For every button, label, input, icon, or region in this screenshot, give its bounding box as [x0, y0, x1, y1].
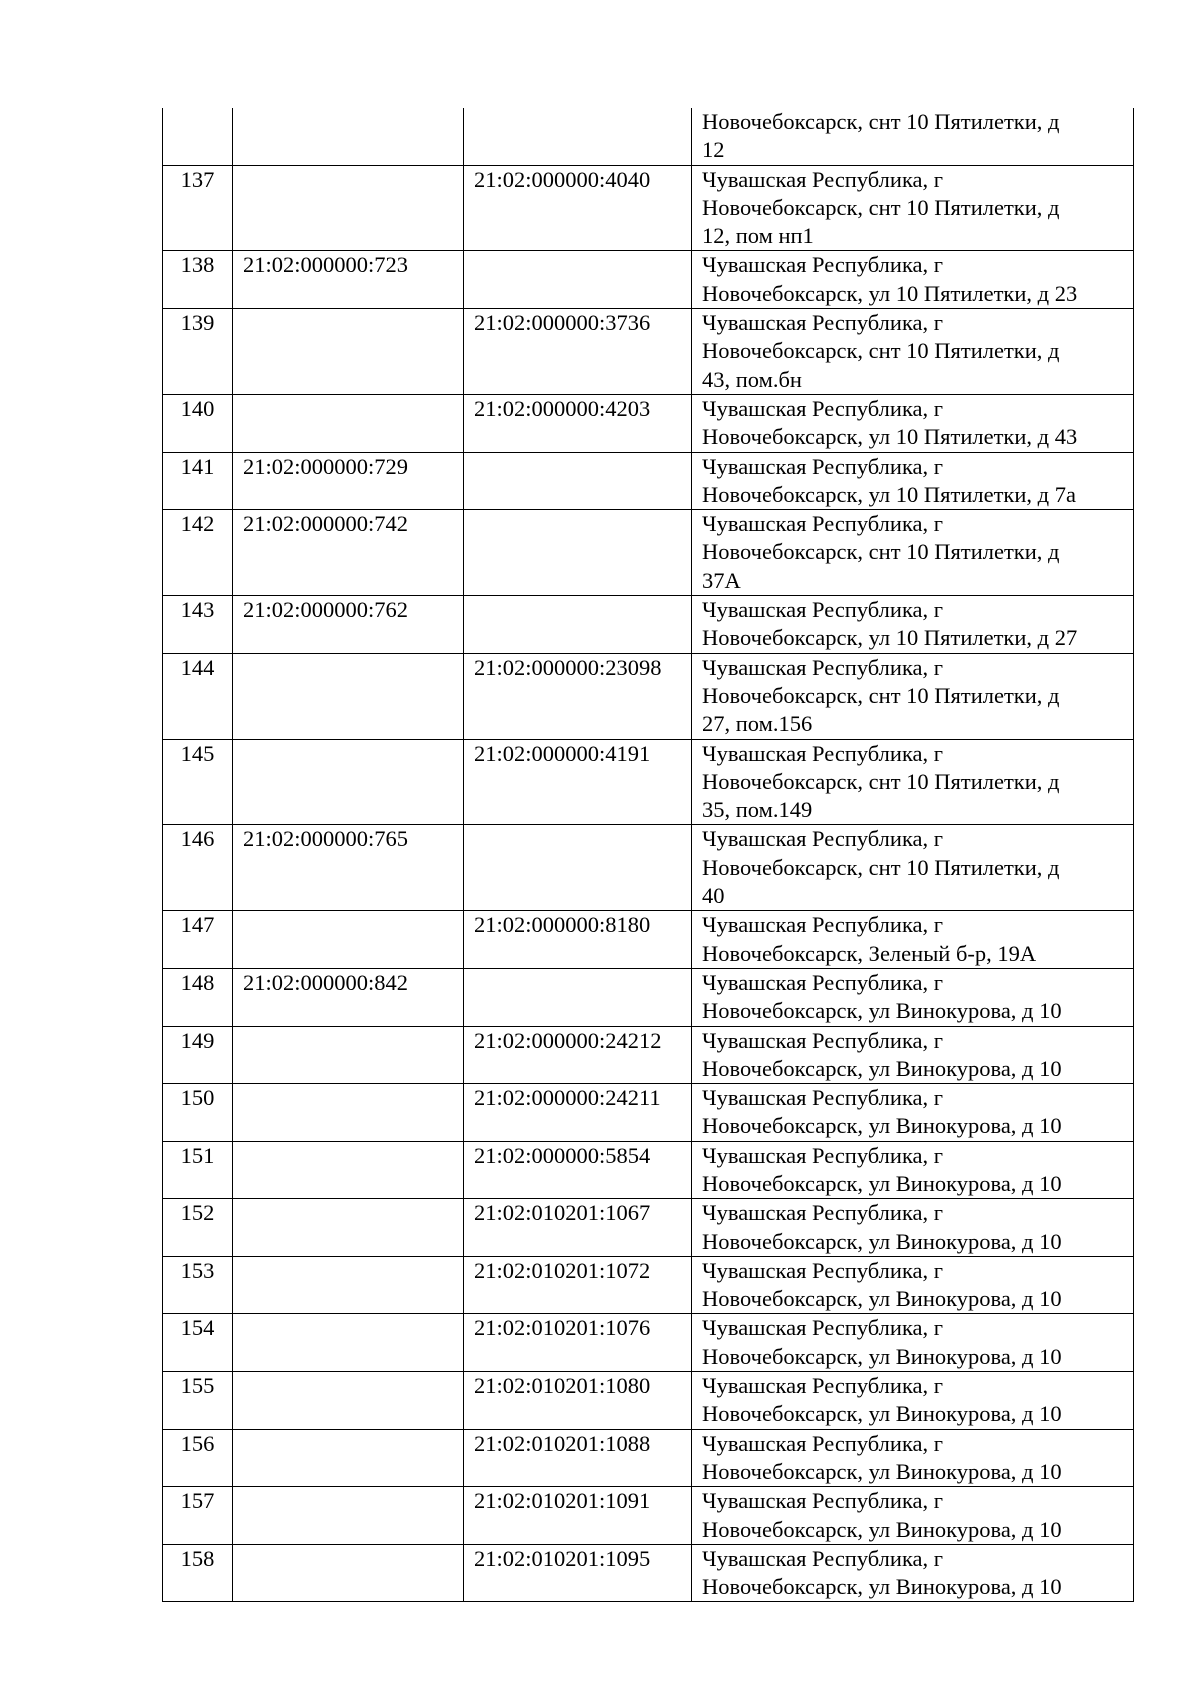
land-cadastral-cell	[233, 394, 464, 452]
table-row	[163, 1544, 1134, 1602]
row-number-cell: 144	[163, 653, 233, 739]
building-cadastral-cell: 21:02:000000:24212	[464, 1026, 692, 1084]
address-cell: Чувашская Республика, г Новочебоксарск, ул Винокурова, д 10	[692, 1487, 1134, 1545]
address-cell: Чувашская Республика, г Новочебоксарск, снт 10 Пятилетки, д 12, пом нп1	[692, 165, 1134, 251]
table-row	[163, 825, 1134, 911]
address-cell: Чувашская Республика, г Новочебоксарск, ул Винокурова, д 10	[692, 1084, 1134, 1142]
address-cell: Чувашская Республика, г Новочебоксарск, ул 10 Пятилетки, д 43	[692, 394, 1134, 452]
land-cadastral-cell: 21:02:000000:729	[233, 452, 464, 510]
row-number-cell	[163, 108, 233, 165]
row-number-cell: 137	[163, 165, 233, 251]
table-row	[163, 1487, 1134, 1545]
building-cadastral-cell: 21:02:010201:1076	[464, 1314, 692, 1372]
address-cell: Чувашская Республика, г Новочебоксарск, ул Винокурова, д 10	[692, 1256, 1134, 1314]
land-cadastral-cell	[233, 165, 464, 251]
building-cadastral-cell	[464, 968, 692, 1026]
building-cadastral-cell: 21:02:000000:3736	[464, 309, 692, 395]
row-number-cell: 150	[163, 1084, 233, 1142]
property-table	[162, 108, 1134, 1602]
address-cell: Чувашская Республика, г Новочебоксарск, ул 10 Пятилетки, д 7а	[692, 452, 1134, 510]
address-cell: Чувашская Республика, г Новочебоксарск, ул Винокурова, д 10	[692, 1372, 1134, 1430]
address-cell: Чувашская Республика, г Новочебоксарск, ул Винокурова, д 10	[692, 1314, 1134, 1372]
land-cadastral-cell: 21:02:000000:723	[233, 251, 464, 309]
land-cadastral-cell	[233, 739, 464, 825]
building-cadastral-cell: 21:02:000000:5854	[464, 1141, 692, 1199]
address-cell: Чувашская Республика, г Новочебоксарск, ул Винокурова, д 10	[692, 968, 1134, 1026]
table-row	[163, 911, 1134, 969]
land-cadastral-cell	[233, 1026, 464, 1084]
land-cadastral-cell	[233, 1372, 464, 1430]
address-cell: Чувашская Республика, г Новочебоксарск, ул 10 Пятилетки, д 23	[692, 251, 1134, 309]
address-cell: Чувашская Республика, г Новочебоксарск, ул Винокурова, д 10	[692, 1429, 1134, 1487]
land-cadastral-cell	[233, 1544, 464, 1602]
address-cell: Чувашская Республика, г Новочебоксарск, снт 10 Пятилетки, д 27, пом.156	[692, 653, 1134, 739]
building-cadastral-cell: 21:02:010201:1067	[464, 1199, 692, 1257]
land-cadastral-cell	[233, 1199, 464, 1257]
land-cadastral-cell	[233, 1256, 464, 1314]
row-number-cell: 141	[163, 452, 233, 510]
land-cadastral-cell: 21:02:000000:842	[233, 968, 464, 1026]
table-row	[163, 1084, 1134, 1142]
building-cadastral-cell: 21:02:000000:8180	[464, 911, 692, 969]
address-cell: Чувашская Республика, г Новочебоксарск, ул Винокурова, д 10	[692, 1544, 1134, 1602]
table-row	[163, 739, 1134, 825]
address-cell: Чувашская Республика, г Новочебоксарск, снт 10 Пятилетки, д 35, пом.149	[692, 739, 1134, 825]
building-cadastral-cell	[464, 452, 692, 510]
building-cadastral-cell	[464, 251, 692, 309]
land-cadastral-cell	[233, 911, 464, 969]
row-number-cell: 154	[163, 1314, 233, 1372]
address-cell: Чувашская Республика, г Новочебоксарск, Зеленый б-р, 19А	[692, 911, 1134, 969]
table-row	[163, 510, 1134, 596]
row-number-cell: 151	[163, 1141, 233, 1199]
table-row	[163, 1141, 1134, 1199]
row-number-cell: 153	[163, 1256, 233, 1314]
address-cell: Чувашская Республика, г Новочебоксарск, снт 10 Пятилетки, д 43, пом.бн	[692, 309, 1134, 395]
table-row	[163, 1256, 1134, 1314]
address-cell: Чувашская Республика, г Новочебоксарск, ул Винокурова, д 10	[692, 1026, 1134, 1084]
address-cell: Чувашская Республика, г Новочебоксарск, ул Винокурова, д 10	[692, 1141, 1134, 1199]
table-row	[163, 309, 1134, 395]
land-cadastral-cell	[233, 309, 464, 395]
land-cadastral-cell	[233, 108, 464, 165]
land-cadastral-cell	[233, 1141, 464, 1199]
building-cadastral-cell: 21:02:010201:1095	[464, 1544, 692, 1602]
building-cadastral-cell	[464, 825, 692, 911]
table-row	[163, 968, 1134, 1026]
row-number-cell: 142	[163, 510, 233, 596]
row-number-cell: 138	[163, 251, 233, 309]
building-cadastral-cell: 21:02:010201:1072	[464, 1256, 692, 1314]
row-number-cell: 146	[163, 825, 233, 911]
row-number-cell: 139	[163, 309, 233, 395]
table-row	[163, 1372, 1134, 1430]
row-number-cell: 140	[163, 394, 233, 452]
land-cadastral-cell: 21:02:000000:762	[233, 596, 464, 654]
table-row	[163, 1314, 1134, 1372]
row-number-cell: 157	[163, 1487, 233, 1545]
row-number-cell: 152	[163, 1199, 233, 1257]
row-number-cell: 145	[163, 739, 233, 825]
building-cadastral-cell	[464, 596, 692, 654]
table-row	[163, 653, 1134, 739]
address-cell: Чувашская Республика, г Новочебоксарск, ул Винокурова, д 10	[692, 1199, 1134, 1257]
table-row	[163, 452, 1134, 510]
row-number-cell: 156	[163, 1429, 233, 1487]
table-row	[163, 165, 1134, 251]
building-cadastral-cell	[464, 108, 692, 165]
table-row	[163, 1026, 1134, 1084]
building-cadastral-cell: 21:02:010201:1080	[464, 1372, 692, 1430]
address-cell: Чувашская Республика, г Новочебоксарск, снт 10 Пятилетки, д 37А	[692, 510, 1134, 596]
building-cadastral-cell: 21:02:000000:23098	[464, 653, 692, 739]
building-cadastral-cell: 21:02:000000:4040	[464, 165, 692, 251]
property-table-body	[163, 108, 1134, 1602]
address-cell: Чувашская Республика, г Новочебоксарск, снт 10 Пятилетки, д 40	[692, 825, 1134, 911]
row-number-cell: 149	[163, 1026, 233, 1084]
land-cadastral-cell	[233, 1487, 464, 1545]
land-cadastral-cell	[233, 1084, 464, 1142]
land-cadastral-cell: 21:02:000000:742	[233, 510, 464, 596]
building-cadastral-cell: 21:02:010201:1091	[464, 1487, 692, 1545]
row-number-cell: 158	[163, 1544, 233, 1602]
address-cell: Чувашская Республика, г Новочебоксарск, ул 10 Пятилетки, д 27	[692, 596, 1134, 654]
address-cell: Новочебоксарск, снт 10 Пятилетки, д 12	[692, 108, 1134, 165]
building-cadastral-cell: 21:02:000000:4191	[464, 739, 692, 825]
table-row	[163, 251, 1134, 309]
land-cadastral-cell: 21:02:000000:765	[233, 825, 464, 911]
table-row	[163, 596, 1134, 654]
table-row	[163, 1199, 1134, 1257]
building-cadastral-cell	[464, 510, 692, 596]
row-number-cell: 143	[163, 596, 233, 654]
land-cadastral-cell	[233, 1314, 464, 1372]
row-number-cell: 155	[163, 1372, 233, 1430]
row-number-cell: 147	[163, 911, 233, 969]
building-cadastral-cell: 21:02:000000:24211	[464, 1084, 692, 1142]
building-cadastral-cell: 21:02:000000:4203	[464, 394, 692, 452]
building-cadastral-cell: 21:02:010201:1088	[464, 1429, 692, 1487]
row-number-cell: 148	[163, 968, 233, 1026]
land-cadastral-cell	[233, 653, 464, 739]
table-row	[163, 394, 1134, 452]
table-row	[163, 1429, 1134, 1487]
land-cadastral-cell	[233, 1429, 464, 1487]
continuation-row	[163, 108, 1134, 165]
